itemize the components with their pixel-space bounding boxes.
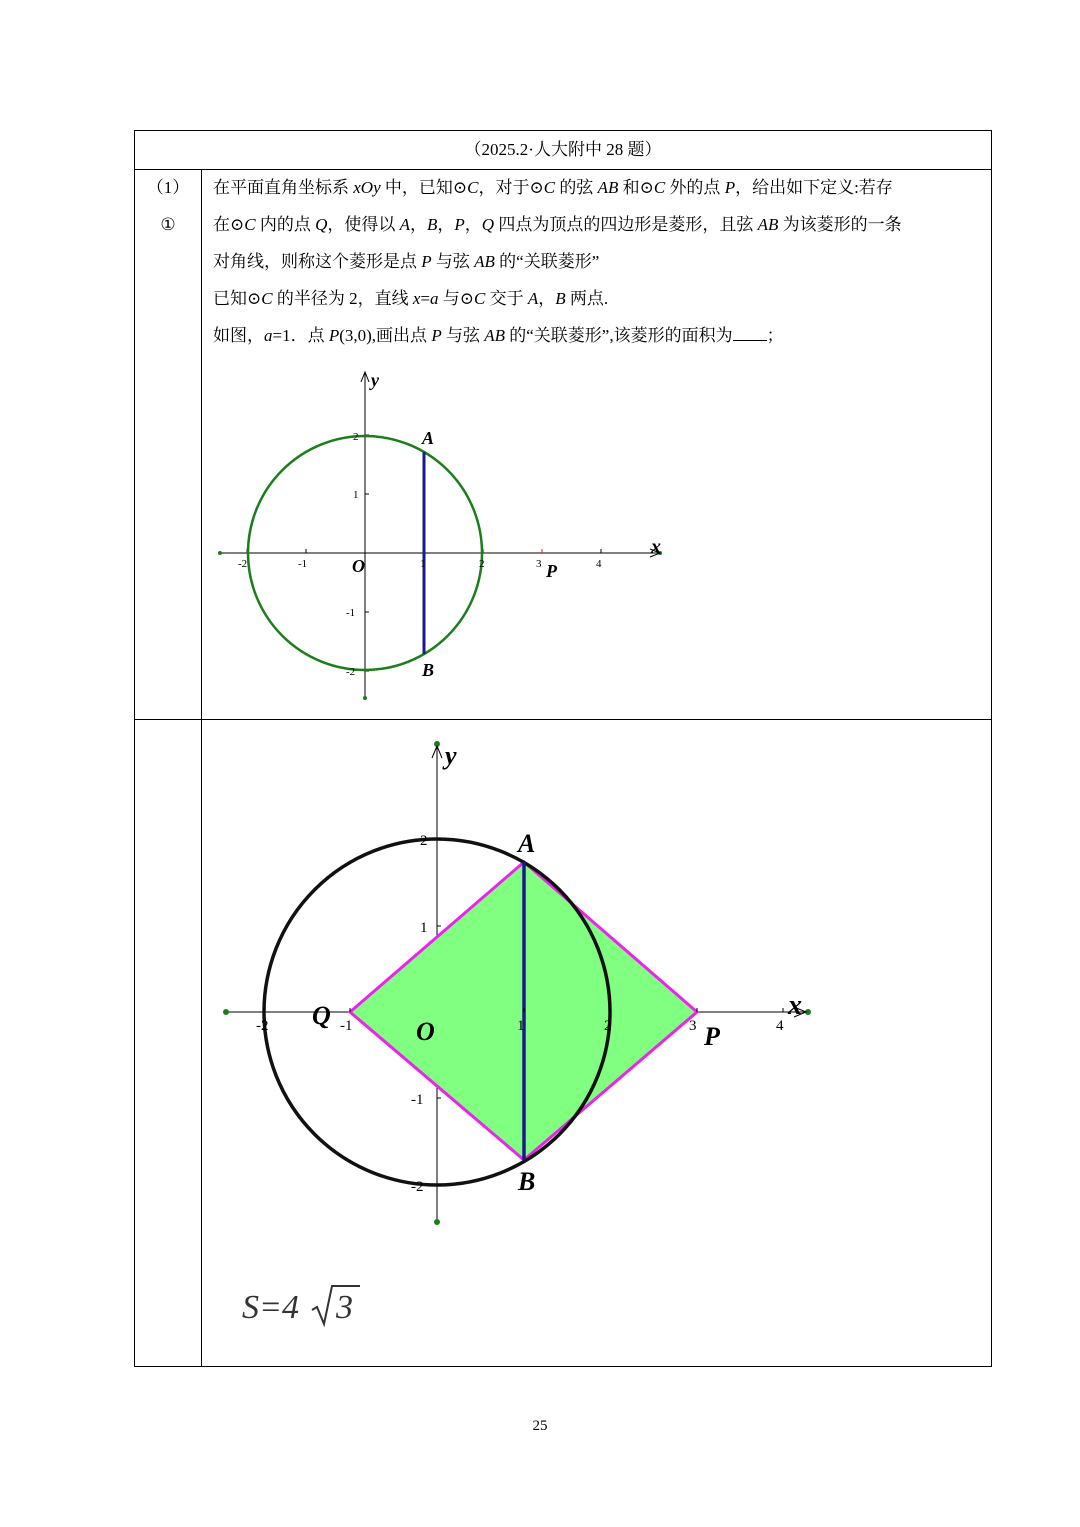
part-label: （1） xyxy=(146,178,190,197)
tick-x-4: 4 xyxy=(596,558,602,570)
tick-x-1: 1 xyxy=(420,558,426,570)
tick-x-3: 3 xyxy=(689,1018,697,1034)
tick-x-4: 4 xyxy=(776,1018,784,1034)
label-y: y xyxy=(371,370,379,390)
label-origin: O xyxy=(352,556,365,576)
problem-line-1: 在平面直角坐标系 xOy 中，已知⊙C，对于⊙C 的弦 AB 和⊙C 外的点 P，给出如下定义:若存 xyxy=(213,178,893,197)
tick-x-2: 2 xyxy=(479,558,485,570)
tick-y-1: 1 xyxy=(353,489,359,501)
label-point-p: P xyxy=(546,561,557,581)
tick-y-neg2: -2 xyxy=(346,666,356,678)
table-header: （2025.2·人大附中 28 题） xyxy=(464,140,662,159)
page-number: 25 xyxy=(532,1418,548,1434)
tick-y-1: 1 xyxy=(420,920,428,936)
label-point-b: B xyxy=(518,1167,536,1196)
tick-x-2: 2 xyxy=(604,1018,612,1034)
label-point-q: Q xyxy=(312,1001,331,1030)
tick-y-neg1: -1 xyxy=(411,1092,424,1108)
axis-end-dot xyxy=(223,1009,229,1015)
label-y: y xyxy=(445,741,457,770)
tick-y-neg1: -1 xyxy=(346,607,356,619)
label-point-a: A xyxy=(422,428,435,448)
tick-x-neg1: -1 xyxy=(298,558,308,570)
problem-line-4: 已知⊙C 的半径为 2，直线 x=a 与⊙C 交于 A，B 两点. xyxy=(213,289,609,308)
answer-radicand: 3 xyxy=(336,1289,353,1326)
tick-x-neg1: -1 xyxy=(340,1018,353,1034)
label-x: x xyxy=(788,990,802,1021)
problem-line-2: 在⊙C 内的点 Q，使得以 A，B，P，Q 四点为顶点的四边形是菱形，且弦 AB 为该菱形的一条 xyxy=(213,215,902,234)
tick-y-2: 2 xyxy=(420,833,428,849)
problem-line-5: 如图，a=1．点 P(3,0),画出点 P 与弦 AB 的“关联菱形”,该菱形的面积为 ； xyxy=(213,317,985,354)
axis-end-dot xyxy=(434,1219,440,1225)
label-origin: O xyxy=(416,1017,435,1046)
label-point-a: A xyxy=(518,829,536,858)
label-x: x xyxy=(651,536,661,558)
tick-x-3: 3 xyxy=(536,558,542,570)
label-point-b: B xyxy=(422,660,435,680)
label-point-p: P xyxy=(704,1022,720,1051)
tick-y-neg2: -2 xyxy=(411,1179,424,1195)
answer-prefix: S=4 xyxy=(242,1289,299,1326)
tick-x-1: 1 xyxy=(517,1018,525,1034)
problem-line-3: 对角线，则称这个菱形是点 P 与弦 AB 的“关联菱形” xyxy=(213,252,600,271)
answer-formula xyxy=(240,1280,380,1330)
tick-y-2: 2 xyxy=(353,431,359,443)
tick-x-neg2: -2 xyxy=(256,1018,269,1034)
tick-x-neg2: -2 xyxy=(238,558,248,570)
sub-label: ① xyxy=(160,215,176,234)
